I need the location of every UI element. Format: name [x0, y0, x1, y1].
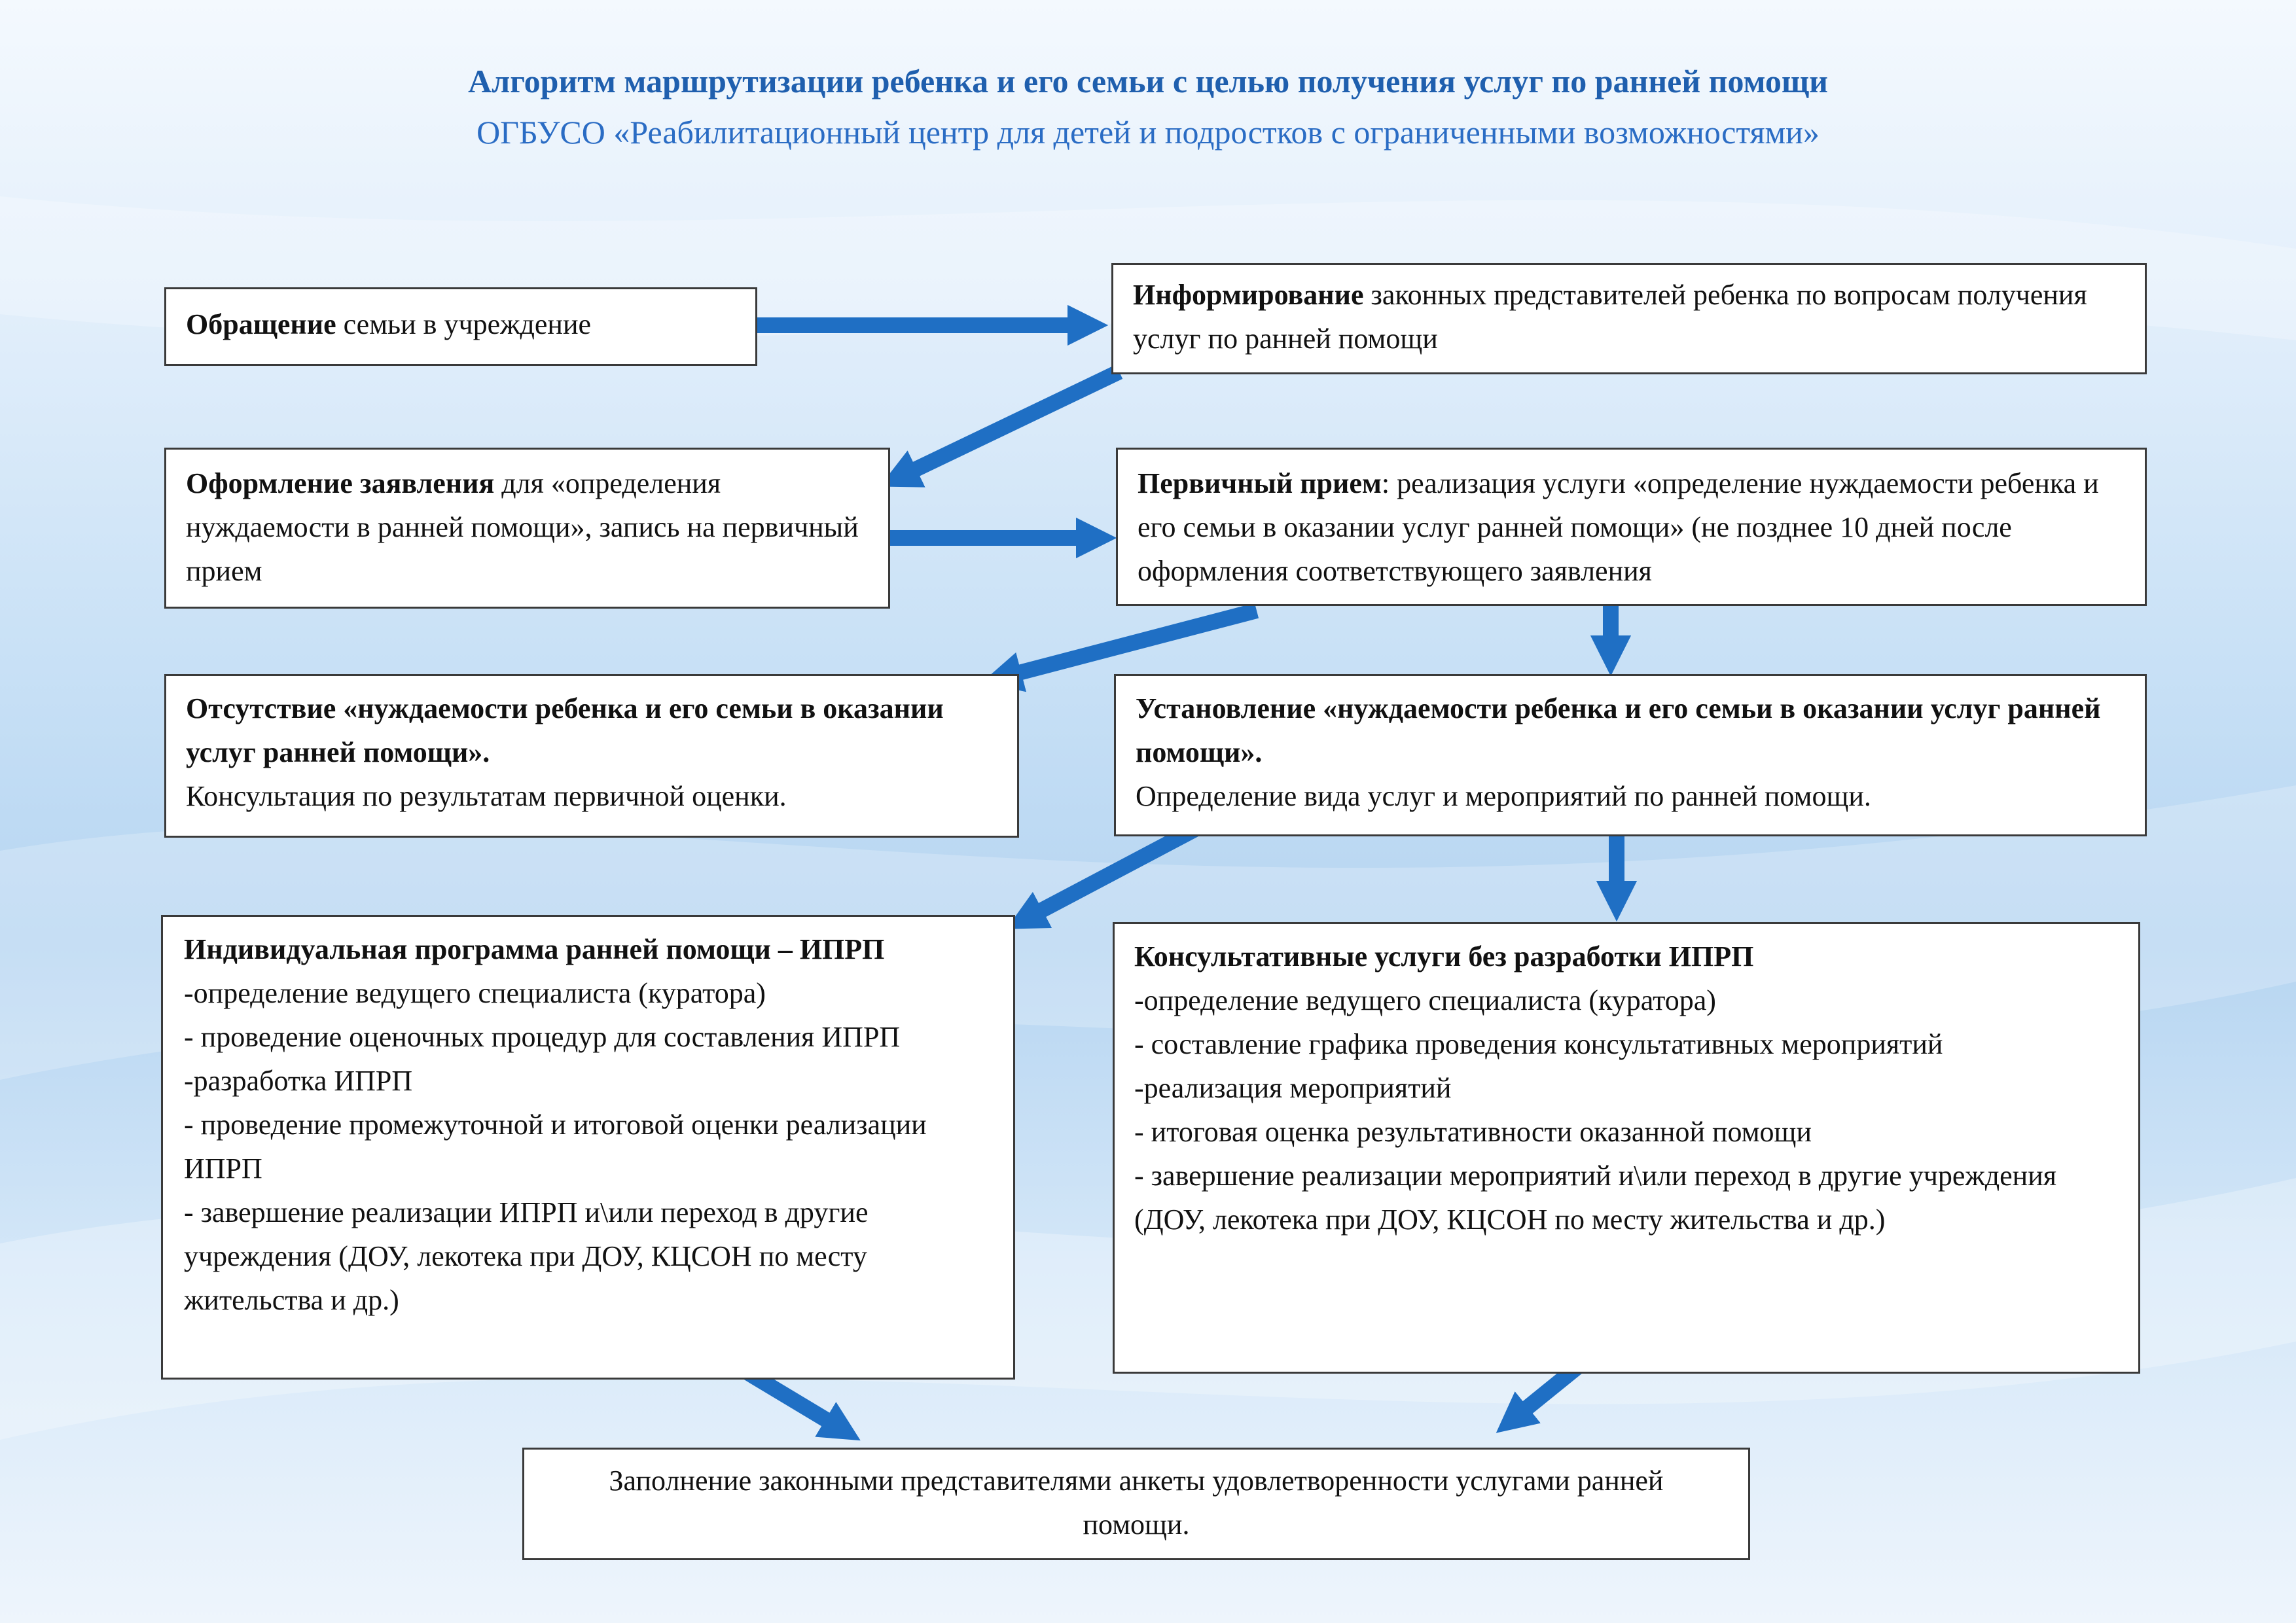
- absence-box-bold: Отсутствие «нуждаемости ребенка и его семьи в оказании услуг ранней помощи».: [186, 692, 944, 768]
- arrow-primary-to-absence: [1001, 611, 1257, 677]
- establish-box: [1114, 674, 2147, 836]
- consult-title: Консультативные услуги без разработки ИПРП: [1134, 940, 1754, 972]
- consult-box: [1113, 922, 2140, 1374]
- application-box-text: для «определения нуждаемости в ранней помощи», запись на первичный прием: [186, 467, 859, 587]
- informing-box: [1111, 263, 2147, 374]
- primary-box-text: : реализация услуги «определение нуждаемости ребенка и его семьи в оказании услуг ранней помощи» (не позднее 10 дней после оформления соответствующего заявления: [1138, 467, 2099, 587]
- appeal-box-text: семьи в учреждение: [336, 308, 592, 340]
- application-box: [164, 448, 890, 609]
- iprp-item: - проведение оценочных процедур для составления ИПРП: [184, 1021, 901, 1053]
- consult-item: -определение ведущего специалиста (куратора): [1134, 984, 1716, 1016]
- iprp-item: -определение ведущего специалиста (куратора): [184, 977, 766, 1009]
- iprp-item: -разработка ИПРП: [184, 1065, 413, 1097]
- establish-box-bold: Установление «нуждаемости ребенка и его семьи в оказании услуг ранней помощи».: [1136, 692, 2101, 768]
- appeal-box-bold: Обращение: [186, 308, 336, 340]
- primary-box: [1116, 448, 2147, 606]
- survey-box-text: Заполнение законными представителями анкеты удовлетворенности услугами ранней помощи.: [609, 1465, 1664, 1541]
- consult-item: -реализация мероприятий: [1134, 1072, 1452, 1104]
- absence-box: [164, 674, 1019, 838]
- absence-box-text: Консультация по результатам первичной оценки.: [186, 780, 787, 812]
- informing-box-bold: Информирование: [1133, 279, 1364, 311]
- consult-item: - завершение реализации мероприятий и\или переход в другие учреждения (ДОУ, лекотека при ДОУ, КЦСОН по месту жительства и др.): [1134, 1160, 2057, 1236]
- application-box-bold: Оформление заявления: [186, 467, 495, 499]
- primary-box-bold: Первичный прием: [1138, 467, 1382, 499]
- iprp-title: Индивидуальная программа ранней помощи – ИПРП: [184, 933, 885, 965]
- iprp-item: - проведение промежуточной и итоговой оценки реализации ИПРП: [184, 1109, 927, 1185]
- arrow-establish-to-iprp: [1024, 828, 1198, 919]
- page-title: Алгоритм маршрутизации ребенка и его семьи с целью получения услуг по ранней помощи: [468, 63, 1828, 99]
- arrow-informing-to-application: [898, 372, 1119, 478]
- page-subtitle: ОГБУСО «Реабилитационный центр для детей и подростков с ограниченными возможностями»: [476, 114, 1820, 151]
- iprp-box: [161, 915, 1015, 1380]
- establish-box-text: Определение вида услуг и мероприятий по ранней помощи.: [1136, 780, 1871, 812]
- survey-box: [522, 1448, 1750, 1560]
- consult-item: - итоговая оценка результативности оказанной помощи: [1134, 1116, 1812, 1148]
- appeal-box: [164, 287, 757, 366]
- consult-item: - составление графика проведения консультативных мероприятий: [1134, 1028, 1943, 1060]
- iprp-item: - завершение реализации ИПРП и\или переход в другие учреждения (ДОУ, лекотека при ДОУ, КЦСОН по месту жительства и др.): [184, 1196, 869, 1316]
- informing-box-text: законных представителей ребенка по вопросам получения услуг по ранней помощи: [1133, 279, 2087, 355]
